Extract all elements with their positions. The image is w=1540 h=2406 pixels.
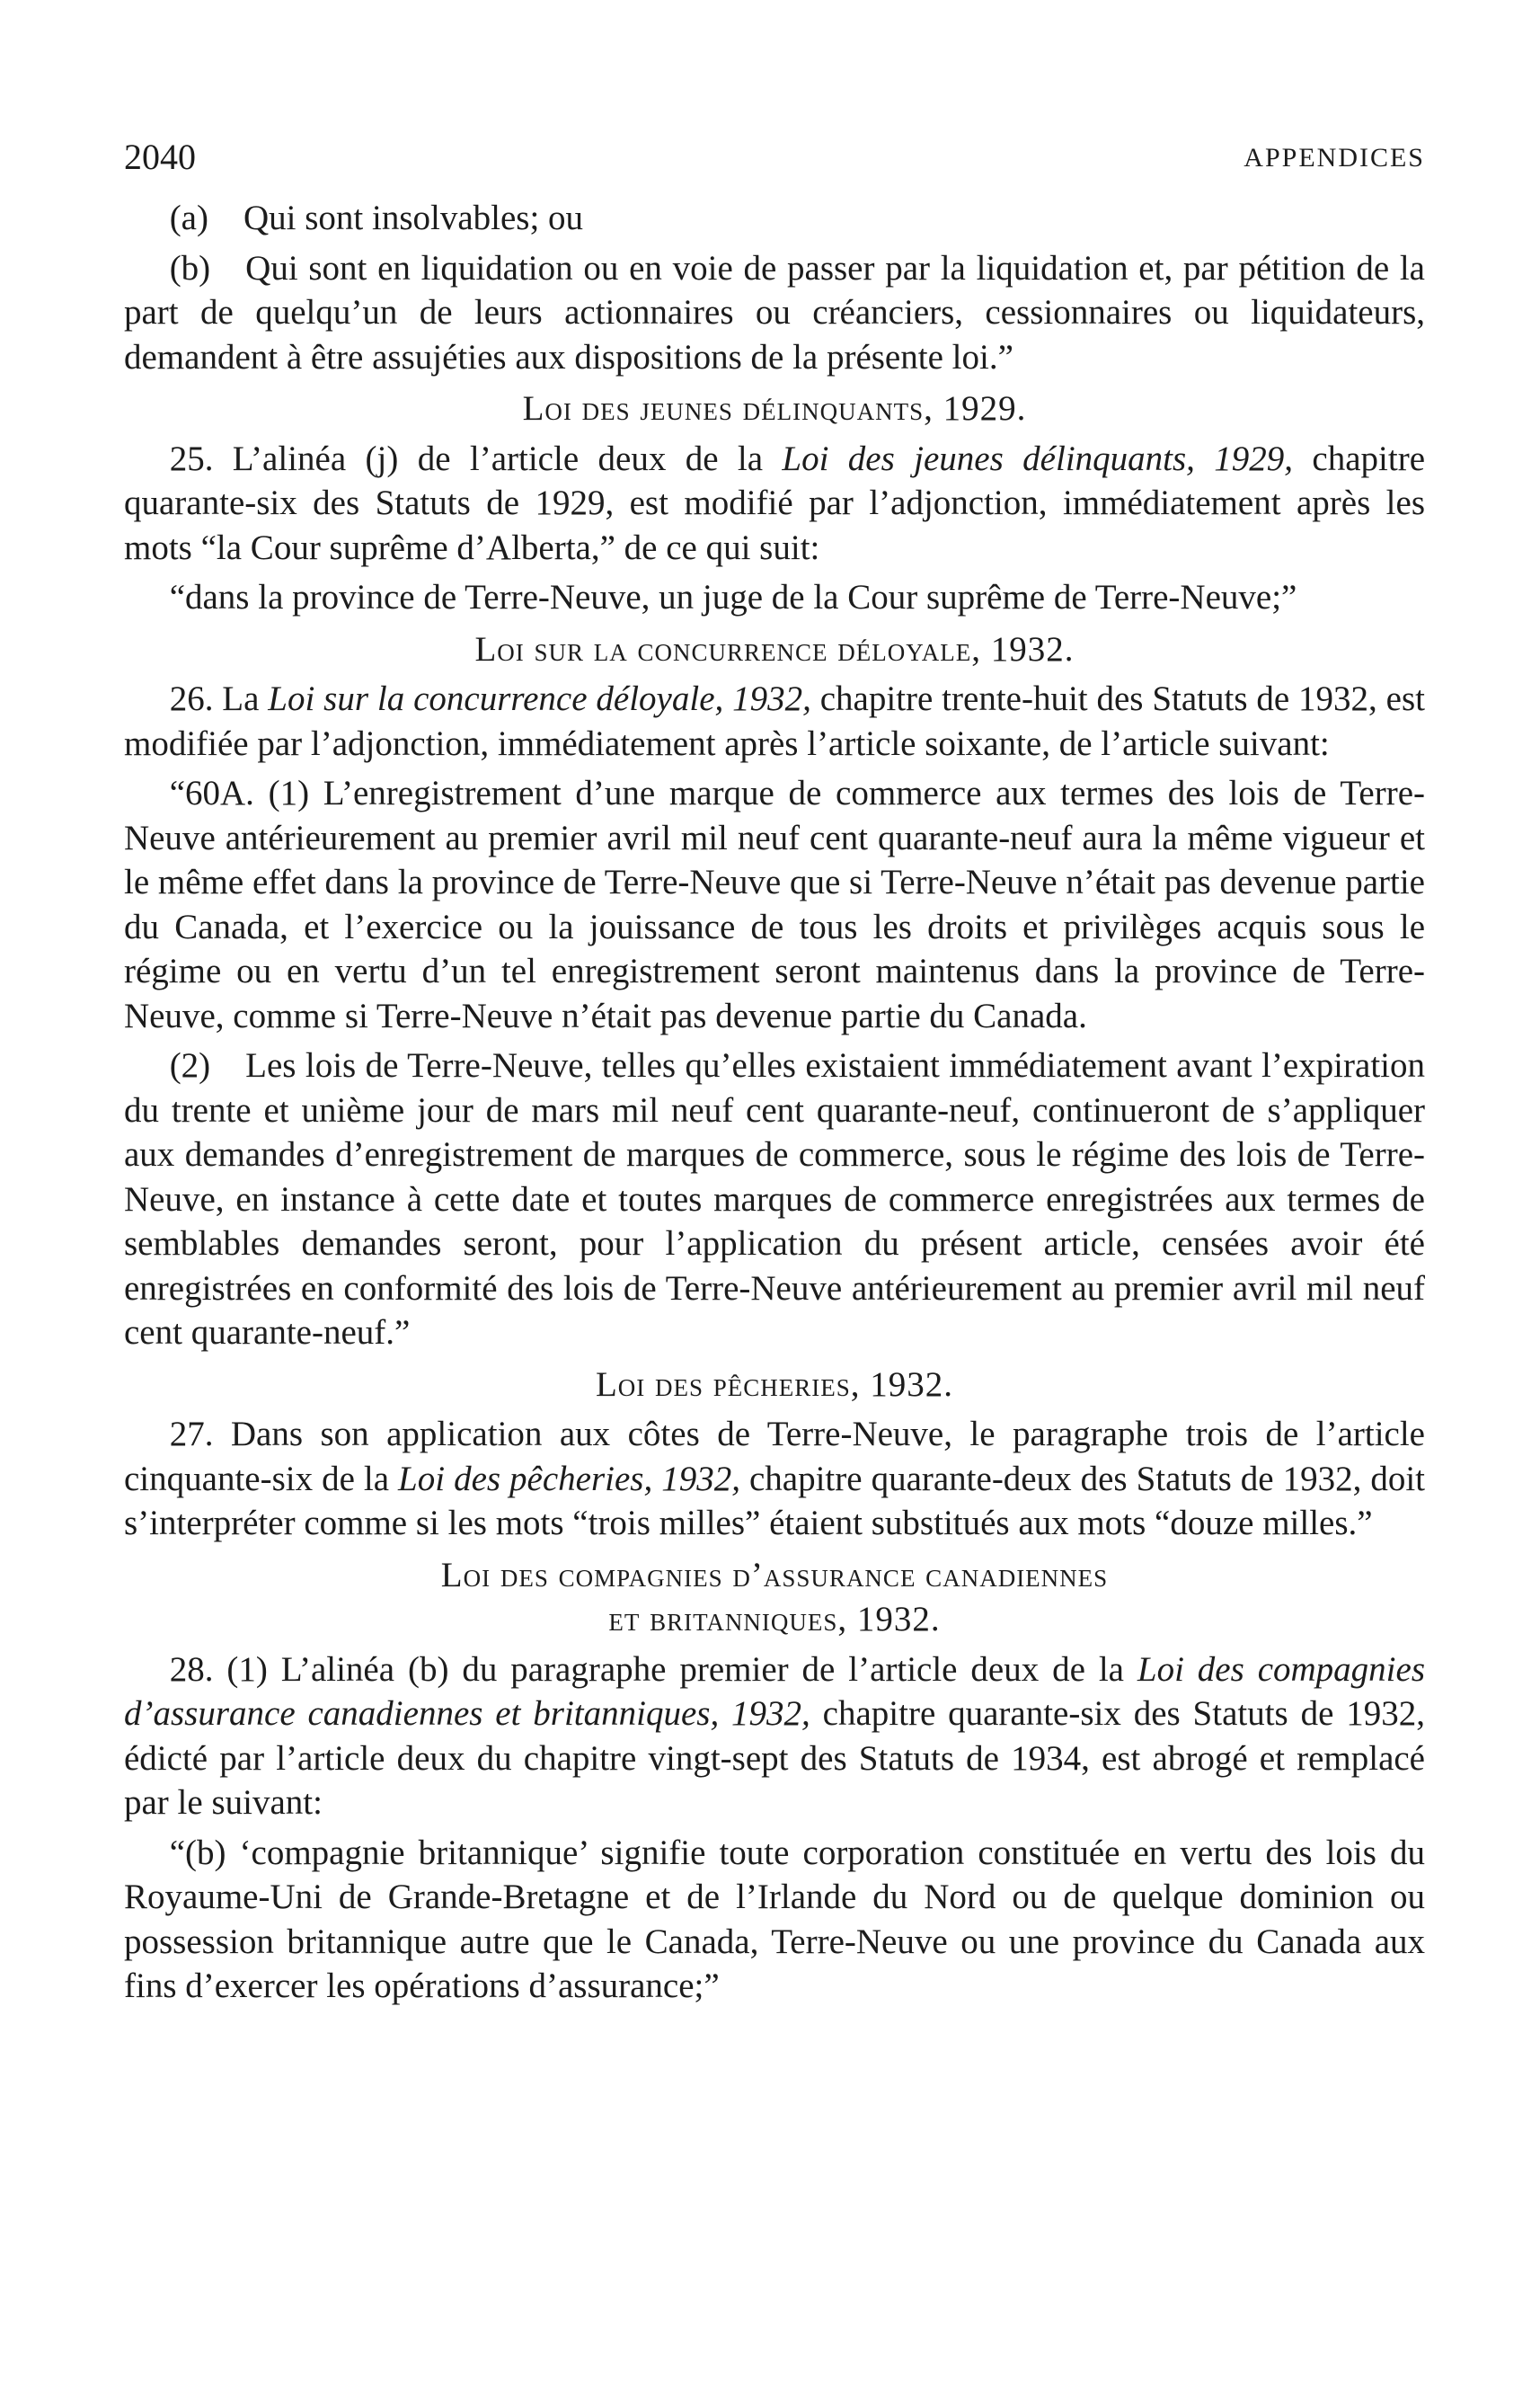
paragraph-25-quote: “dans la province de Terre-Neuve, un juge de la Cour suprême de Terre-Neuve;” [169, 578, 1297, 617]
heading-assurance-line1: Loi des compagnies d’assurance canadiennes [440, 1555, 1109, 1594]
paragraph-28-title: Loi des compagnies d’assurance canadiennes et britanniques, 1932, [124, 1649, 1425, 1733]
paragraph-60a-2: (2) Les lois de Terre-Neuve, telles qu’elles existaient immédiatement avant l’expiration du trente et unième jour de mars mil neuf cent quarante-neuf, continueront de s’appliquer aux demandes d’enregistrement de marques de commerce, sous le régime des lois de Terre-Neuve, en instance à cette date et toutes marques de commerce enregistrées aux termes de semblables demandes seront, pour l’application du présent article, censées avoir été enregistrées en conformité des lois de Terre-Neuve antérieurement au premier avril mil neuf cent quarante-neuf.” [124, 1046, 1425, 1352]
paragraph-27-text-a: 27. Dans son application aux côtes de Terre-Neuve, le paragraphe trois de l’article cinquante-six de la [124, 1415, 1425, 1498]
paragraph-26-title: Loi sur la concurrence déloyale, 1932, [268, 679, 811, 718]
paragraph-60a-1: “60A. (1) L’enregistrement d’une marque de commerce aux termes des lois de Terre-Neuve antérieurement au premier avril mil neuf cent quarante-neuf aura la même vigueur et le même effet dans la province de Terre-Neuve que si Terre-Neuve n’était pas devenue partie du Canada, et l’exercice ou la jouissance de tous les droits et privilèges acquis sous le régime ou en vertu d’un tel enregistrement seront maintenus dans la province de Terre-Neuve, comme si Terre-Neuve n’était pas devenue partie du Canada. [124, 774, 1425, 1035]
paragraph-b: (b) Qui sont en liquidation ou en voie de passer par la liquidation et, par pétition de la part de quelqu’un de leurs actionnaires ou créanciers, cessionnaires ou liquidateurs, demandent à être assujéties aux dispositions de la présente loi.” [124, 248, 1425, 377]
paragraph-26-text-a: 26. La [169, 679, 269, 718]
paragraph-25-title: Loi des jeunes délinquants, 1929, [782, 439, 1294, 478]
running-head [124, 135, 1425, 189]
heading-jeunes-delinquants: Loi des jeunes délinquants, 1929. [522, 389, 1027, 428]
paragraph-28-text-a: 28. (1) L’alinéa (b) du paragraphe premier de l’article deux de la [169, 1649, 1137, 1689]
paragraph-28-text-b: chapitre quarante-six des Statuts de 1932, édicté par l’article deux du chapitre vingt-sept des Statuts de 1934, est abrogé et remplacé par le suivant: [124, 1694, 1425, 1822]
heading-assurance-line2: et britanniques, 1932. [608, 1600, 941, 1638]
document-page [124, 135, 1425, 2009]
paragraph-25-text-b: chapitre quarante-six des Statuts de 1929, est modifié par l’adjonction, immédiatement après les mots “la Cour suprême d’Alberta,” de ce qui suit: [124, 439, 1426, 567]
paragraph-27-text-b: chapitre quarante-deux des Statuts de 1932, doit s’interpréter comme si les mots “trois milles” étaient substitués aux mots “douze milles.” [124, 1459, 1425, 1542]
paragraph-a: (a) Qui sont insolvables; ou [169, 199, 584, 237]
paragraph-25 [124, 437, 1425, 571]
page-number: 2040 [124, 137, 196, 177]
heading-concurrence-deloyale: Loi sur la concurrence déloyale, 1932. [474, 629, 1075, 669]
paragraph-28 [124, 1647, 1425, 1825]
heading-pecheries: Loi des pêcheries, 1932. [595, 1364, 954, 1404]
paragraph-26-text-b: chapitre trente-huit des Statuts de 1932, est modifiée par l’adjonction, immédiatement après l’article soixante, de l’article suivant: [124, 679, 1425, 763]
paragraph-27-title: Loi des pêcheries, 1932, [398, 1459, 740, 1498]
paragraph-27 [124, 1412, 1425, 1546]
section-label: APPENDICES [1244, 143, 1425, 173]
body-text [124, 196, 1425, 2009]
paragraph-25-text-a: 25. L’alinéa (j) de l’article deux de la [169, 439, 783, 478]
paragraph-26 [124, 677, 1425, 766]
paragraph-28-quote: “(b) ‘compagnie britannique’ signifie toute corporation constituée en vertu des lois du Royaume-Uni de Grande-Bretagne et de l’Irlande du Nord ou de quelque dominion ou possession britannique autre que le Canada, Terre-Neuve ou une province du Canada aux fins d’exercer les opérations d’assurance;” [124, 1833, 1425, 2005]
